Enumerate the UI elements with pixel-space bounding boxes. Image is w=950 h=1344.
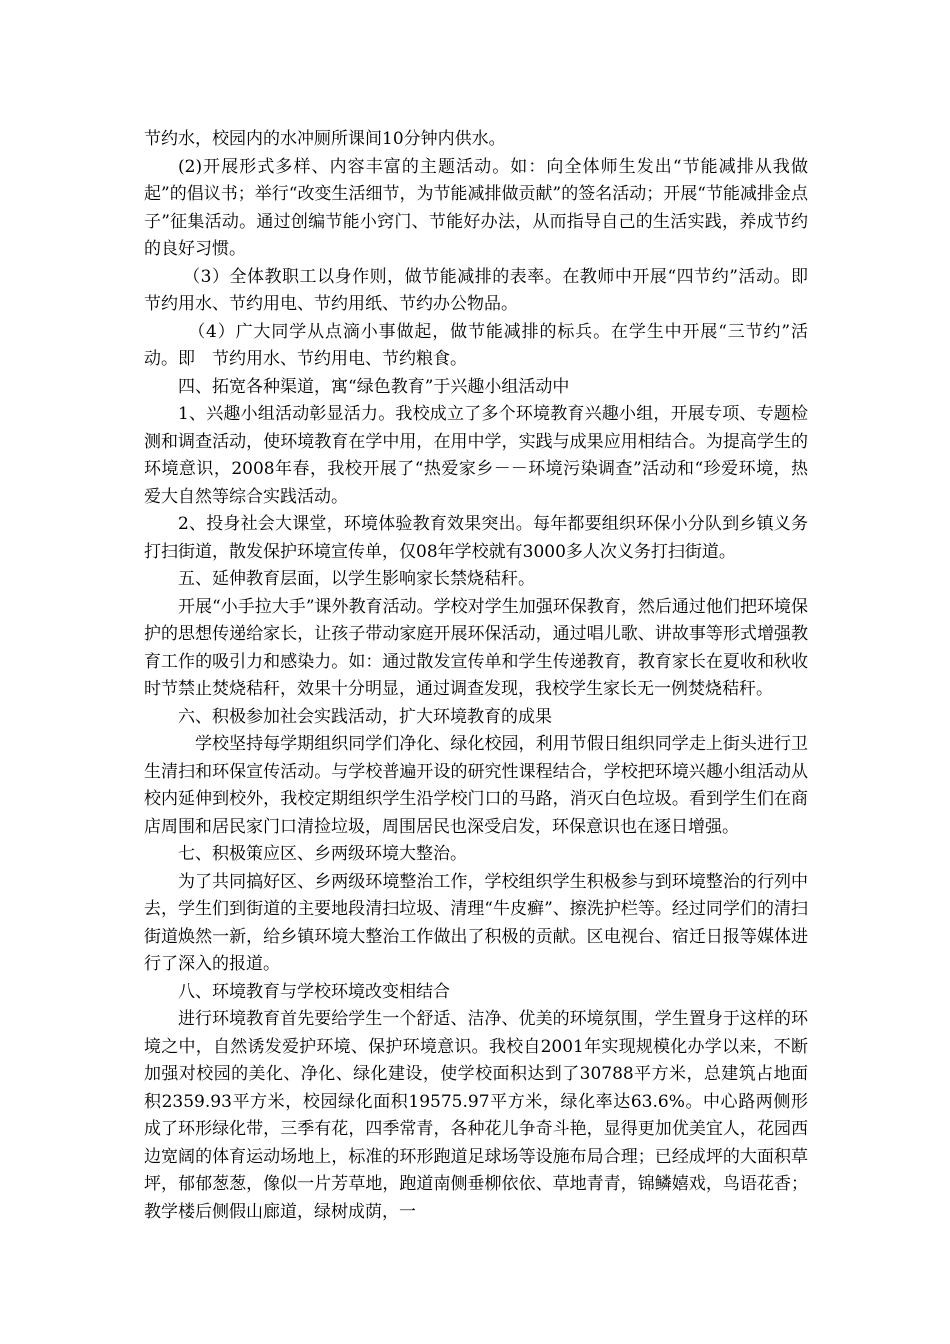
paragraph-theme-activities: (2)开展形式多样、内容丰富的主题活动。如：向全体师生发出“节能减排从我做起”的倡议书；举行“改变生活细节，为节能减排做贡献”的签名活动；开展“节能减排金点子”征集活动。通过创编节能小窍门、节能好办法，从而指导自己的生活实践，养成节约的良好习惯。 [144,156,808,259]
paragraph-small-hands: 开展“小手拉大手”课外教育活动。学校对学生加强环保教育，然后通过他们把环境保护的思想传递给家长，让孩子带动家庭开展环保活动，通过唱儿歌、讲故事等形式增强教育工作的吸引力和感染力。如：通过散发宣传单和学生传递教育，教育家长在夏收和秋收时节禁止焚烧秸秆，效果十分明显，通过调查发现，我校学生家长无一例焚烧秸秆。 [144,596,808,699]
section-heading-six: 六、积极参加社会实践活动，扩大环境教育的成果 [178,706,552,727]
paragraph-social-classroom: 2、投身社会大课堂，环境体验教育效果突出。每年都要组织环保小分队到乡镇义务打扫街道，散发保护环境宣传单，仅08年学校就有3000多人次义务打扫街道。 [144,514,808,562]
section-heading-four: 四、拓宽各种渠道，寓“绿色教育”于兴趣小组活动中 [178,376,570,397]
paragraph-environment-renovation: 为了共同搞好区、乡两级环境整治工作，学校组织学生积极参与到环境整治的行列中去，学生们到街道的主要地段清扫垃圾、清理“牛皮癣”、擦洗护栏等。经过同学们的清扫街道焕然一新，给乡镇环境大整治工作做出了积极的贡献。区电视台、宿迁日报等媒体进行了深入的报道。 [144,871,808,974]
paragraph-student-savings: （4）广大同学从点滴小事做起，做节能减排的标兵。在学生中开展“三节约”活动。即 节约用水、节约用电、节约粮食。 [144,321,808,369]
document-body [144,126,825,1226]
paragraph-staff-example: （3）全体教职工以身作则，做节能减排的表率。在教师中开展“四节约”活动。即 节约用水、节约用电、节约用纸、节约办公物品。 [144,266,825,314]
paragraph-water-supply: 节约水，校园内的水冲厕所课间10分钟内供水。 [144,129,506,149]
paragraph-interest-groups: 1、兴趣小组活动彰显活力。我校成立了多个环境教育兴趣小组，开展专项、专题检测和调查活动，使环境教育在学中用，在用中学，实践与成果应用相结合。为提高学生的环境意识，2008年春，我校开展了“热爱家乡－－环境污染调查”活动和“珍爱环境，热爱大自然等综合实践活动。 [144,404,808,507]
paragraph-campus-environment: 进行环境教育首先要给学生一个舒适、洁净、优美的环境氛围，学生置身于这样的环境之中，自然诱发爱护环境、保护环境意识。我校自2001年实现规模化办学以来，不断加强对校园的美化、净化、绿化建设，使学校面积达到了30788平方米，总建筑占地面积2359.93平方米，校园绿化面积19575.97平方米，绿化率达63.6%。中心路两侧形成了环形绿化带，三季有花，四季常青，各种花儿争奇斗艳，显得更加优美宜人，花园西边宽阔的体育运动场地上，标准的环形跑道足球场等设施布局合理；已经成坪的大面积草坪，郁郁葱葱，像似一片芳草地，跑道南侧垂柳依依、草地青青，锦鳞嬉戏，鸟语花香；教学楼后侧假山廊道，绿树成荫，一 [144,1009,808,1222]
paragraph-social-practice: 学校坚持每学期组织同学们净化、绿化校园，利用节假日组织同学走上街头进行卫生清扫和环保宣传活动。与学校普遍开设的研究性课程结合，学校把环境兴趣小组活动从校内延伸到校外，我校定期组织学生沿学校门口的马路，消灭白色垃圾。看到学生们在商店周围和居民家门口清捡垃圾，周围居民也深受启发，环保意识也在逐日增强。 [144,734,808,837]
section-heading-eight: 八、环境教育与学校环境改变相结合 [178,981,450,1002]
section-heading-seven: 七、积极策应区、乡两级环境大整治。 [178,844,467,864]
section-heading-five: 五、延伸教育层面，以学生影响家长禁烧秸秆。 [178,569,535,589]
